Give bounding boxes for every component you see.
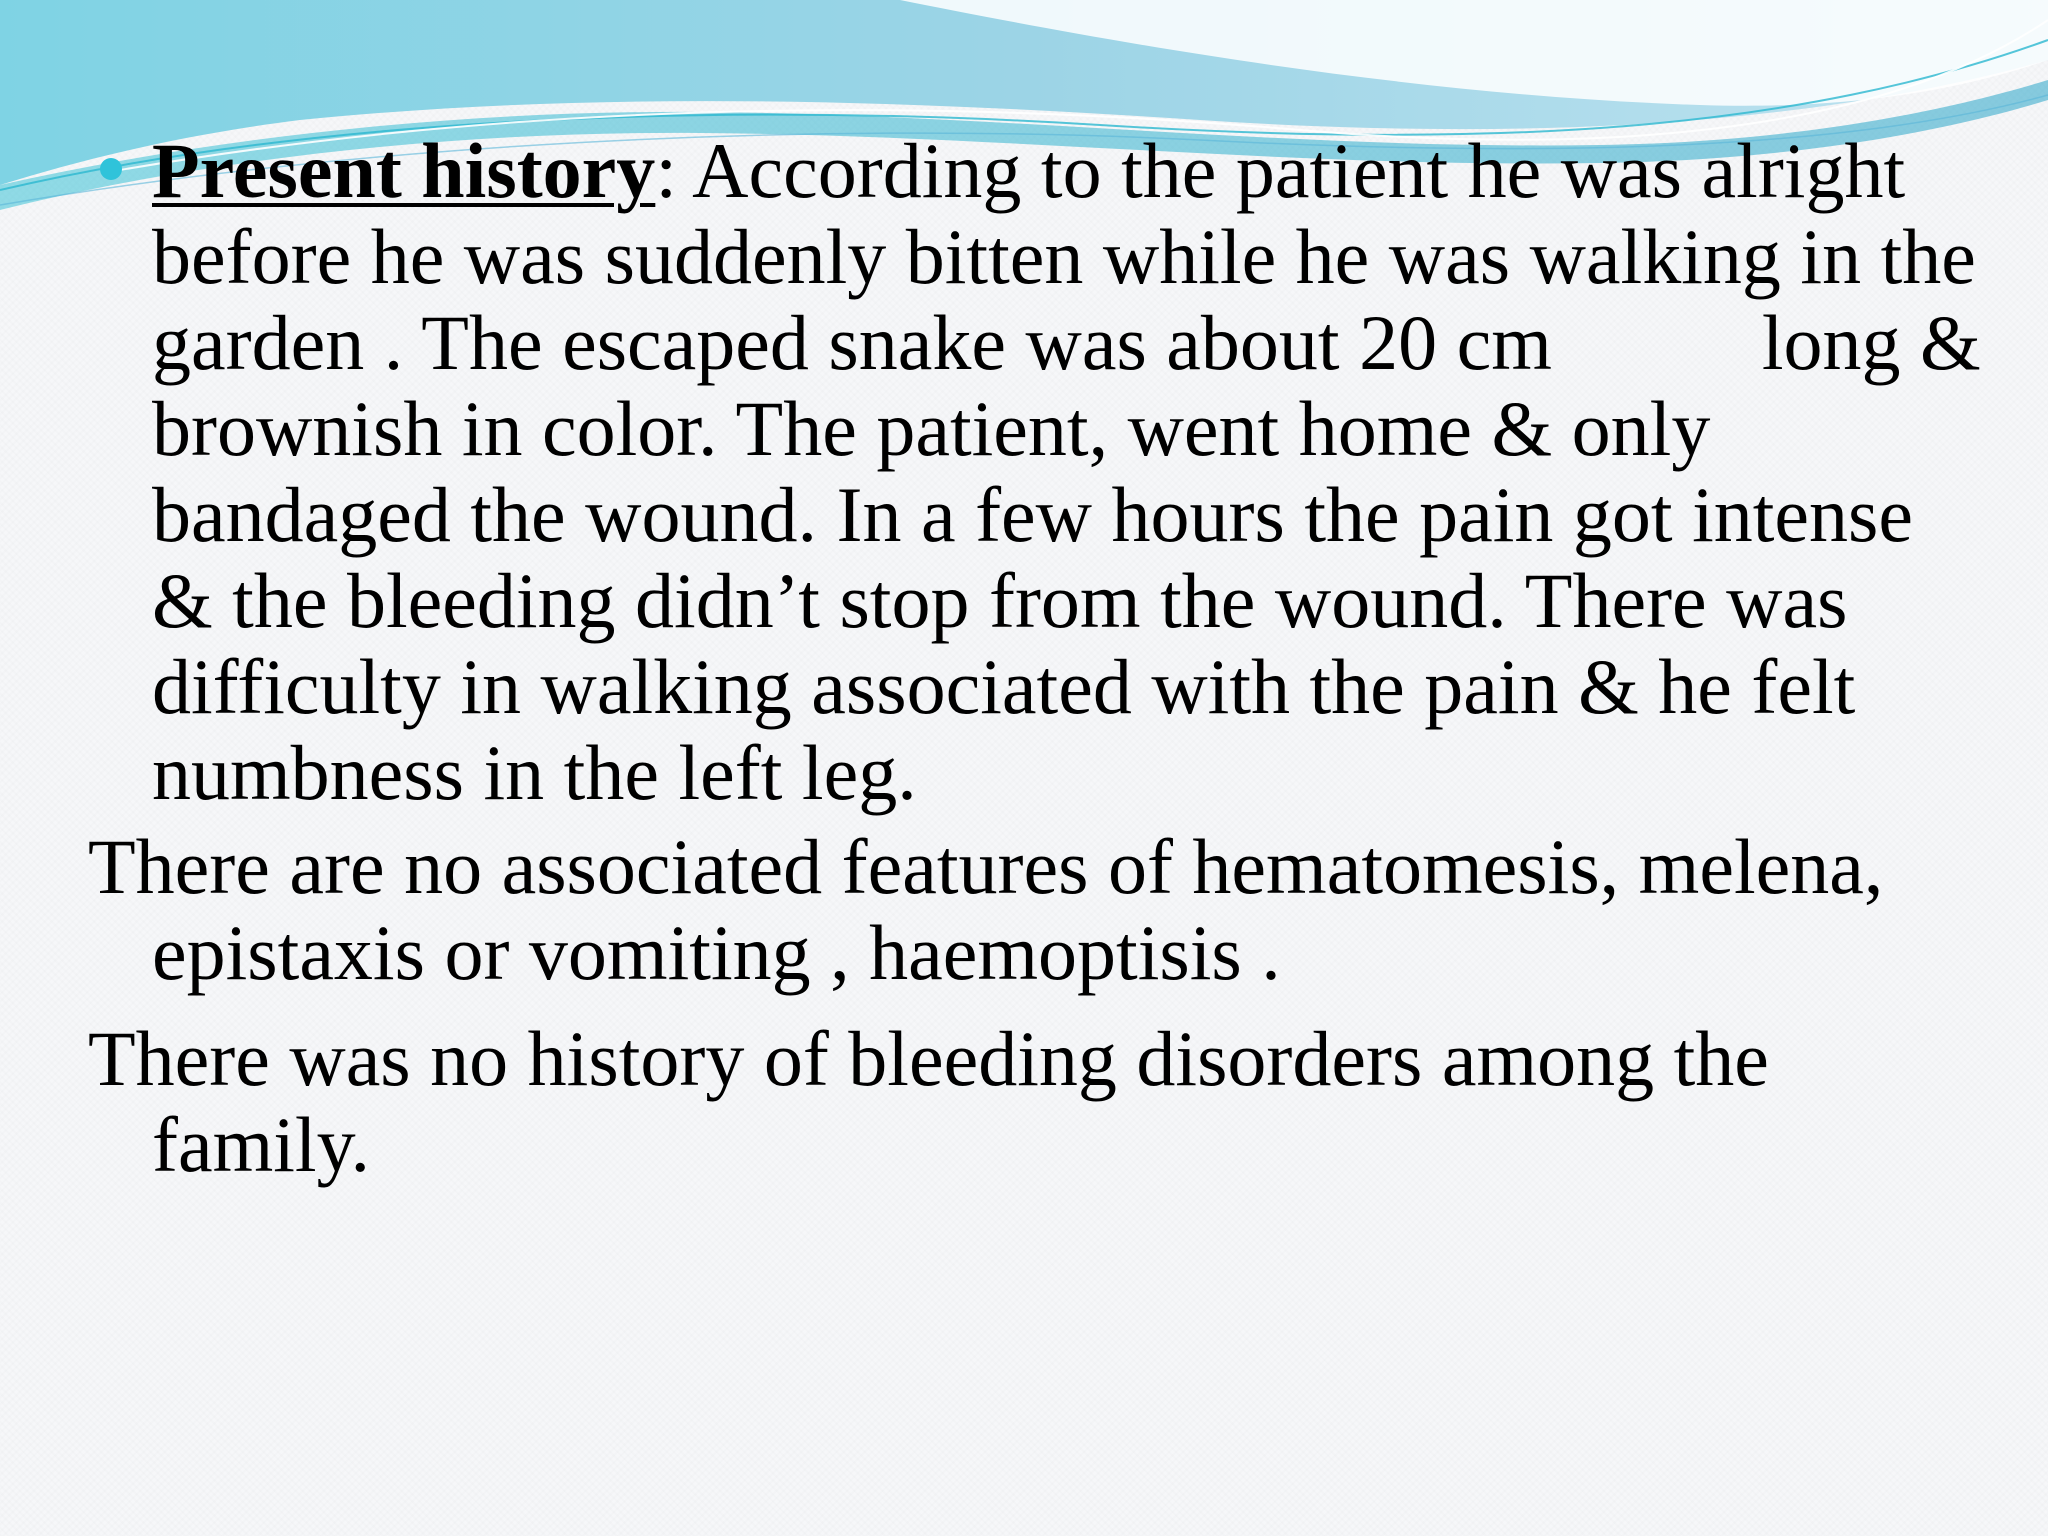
- present-history-term: Present history: [152, 127, 656, 214]
- term-colon: :: [655, 127, 677, 214]
- present-history-text-1: According to the patient he was alright before he was suddenly bitten while he was walking in the garden . The escaped snake was about 20 cm: [152, 127, 1976, 386]
- slide-body: [88, 128, 1988, 1188]
- bullet-icon: [100, 158, 122, 180]
- present-history-paragraph: [88, 128, 1988, 816]
- associated-features-paragraph: There are no associated features of hematomesis, melena, epistaxis or vomiting , haemoptisis .: [88, 823, 1884, 996]
- family-history-paragraph: There was no history of bleeding disorders among the family.: [88, 1015, 1769, 1188]
- present-history-text-2: long & brownish in color. The patient, went home & only bandaged the wound. In a few hours the pain got intense & the bleeding didn’t stop from the wound. There was difficulty in walking associated with the pain & he felt numbness in the left leg.: [152, 299, 1981, 816]
